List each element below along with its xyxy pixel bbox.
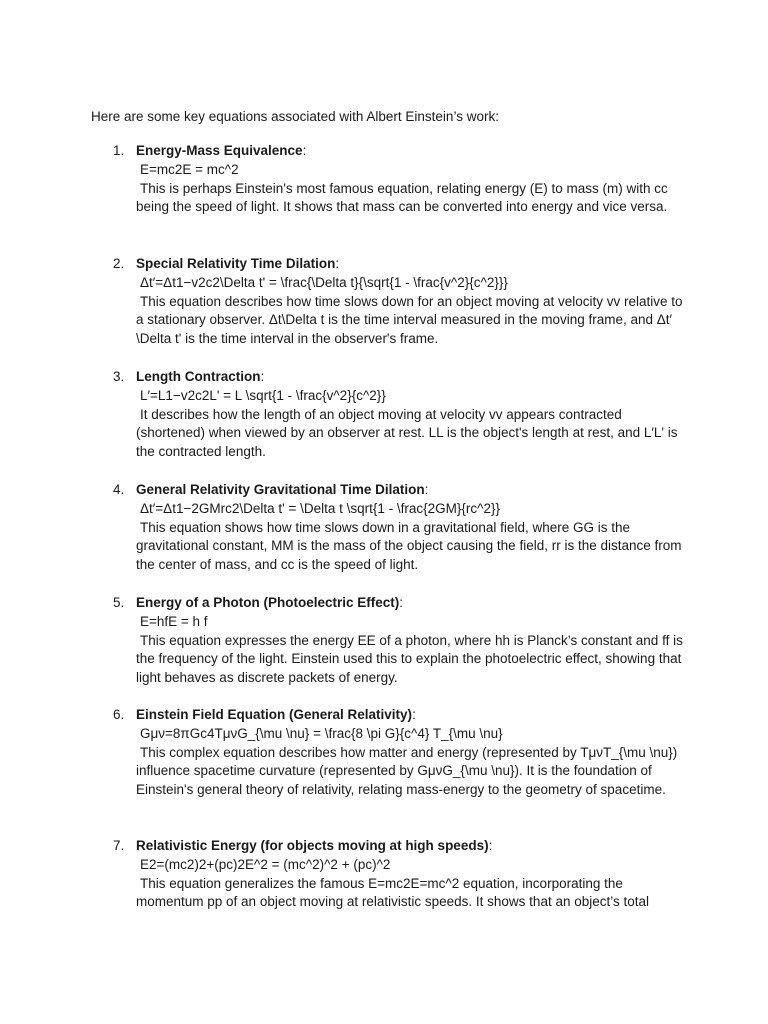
equation-list-item — [113, 706, 693, 800]
item-title-suffix: : — [399, 595, 404, 610]
item-body — [136, 481, 693, 575]
equation-list-item — [113, 255, 693, 349]
equation-list-item — [113, 481, 693, 575]
item-title: Energy of a Photon (Photoelectric Effect) — [136, 595, 400, 610]
item-title: Energy-Mass Equivalence — [136, 143, 303, 158]
item-number: 4. — [113, 482, 125, 497]
equation-list-item — [113, 142, 693, 217]
item-body — [136, 368, 693, 462]
item-heading — [136, 255, 693, 274]
item-number: 6. — [113, 707, 125, 722]
item-title: Special Relativity Time Dilation — [136, 256, 336, 271]
item-equation: E=hfE = h f — [140, 613, 208, 629]
item-equation: Δt′=Δt1−2GMrc2\Delta t' = \Delta t \sqrt{1 - \frac{2GM}{rc^2}} — [140, 500, 501, 516]
item-title: Length Contraction — [136, 369, 261, 384]
item-title: Relativistic Energy (for objects moving at high speeds) — [136, 838, 489, 853]
item-title-suffix: : — [488, 838, 493, 853]
item-heading — [136, 837, 693, 856]
item-heading — [136, 368, 693, 387]
item-heading — [136, 481, 693, 500]
item-body — [136, 706, 693, 800]
item-description: This equation shows how time slows down in a gravitational field, where GG is the gravitational constant, MM is the mass of the object causing the field, rr is the distance from the center of mass, and cc is the speed of light. — [136, 519, 682, 573]
item-title-suffix: : — [412, 707, 416, 722]
item-description: This complex equation describes how matter and energy (represented by TμνT_{\mu \nu}) influence spacetime curvature (represented by GμνG_{\mu \nu}). It is the foundation of Einstein's general theory of relativity, relating mass-energy to the geometry of spacetime. — [136, 744, 678, 798]
item-heading — [136, 594, 693, 613]
item-title: Einstein Field Equation (General Relativity) — [136, 707, 413, 722]
item-description: This equation generalizes the famous E=mc2E=mc^2 equation, incorporating the momentum pp of an object moving at relativistic speeds. It shows that an object’s total — [136, 875, 650, 910]
item-equation: L′=L1−v2c2L' = L \sqrt{1 - \frac{v^2}{c^2}} — [140, 387, 386, 403]
item-title-suffix: : — [424, 482, 429, 497]
item-number: 2. — [113, 256, 125, 271]
item-body — [136, 255, 693, 349]
equation-list-item — [113, 594, 693, 688]
item-number: 3. — [113, 369, 125, 384]
item-equation: Δt′=Δt1−v2c2\Delta t' = \frac{\Delta t}{\sqrt{1 - \frac{v^2}{c^2}}} — [140, 274, 508, 290]
item-description: This is perhaps Einstein's most famous equation, relating energy (E) to mass (m) with cc being the speed of light. It shows that mass can be converted into energy and vice versa. — [136, 180, 668, 215]
item-body — [136, 837, 693, 912]
item-heading — [136, 142, 693, 161]
item-equation: E2=(mc2)2+(pc)2E^2 = (mc^2)^2 + (pc)^2 — [140, 856, 391, 872]
item-number: 1. — [113, 143, 125, 158]
item-title-suffix: : — [302, 143, 307, 158]
item-equation: E=mc2E = mc^2 — [140, 161, 239, 177]
item-body — [136, 142, 693, 217]
item-number: 5. — [113, 595, 125, 610]
item-description: It describes how the length of an object moving at velocity vv appears contracted (shortened) when viewed by an observer at rest. LL is the object's length at rest, and L′L' is the contracted length. — [136, 406, 678, 460]
item-number: 7. — [113, 838, 125, 853]
intro-text: Here are some key equations associated with Albert Einstein’s work: — [91, 109, 499, 124]
item-title-suffix: : — [260, 369, 265, 384]
item-equation: Gμν=8πGc4TμνG_{\mu \nu} = \frac{8 \pi G}{c^4} T_{\mu \nu} — [140, 725, 503, 741]
equation-list-item — [113, 368, 693, 462]
item-title-suffix: : — [335, 256, 340, 271]
item-description: This equation expresses the energy EE of a photon, where hh is Planck’s constant and ff is the frequency of the light. Einstein used this to explain the photoelectric effect, showing that light behaves as discrete packets of energy. — [136, 632, 683, 686]
item-description: This equation describes how time slows down for an object moving at velocity vv relative to a stationary observer. Δt\Delta t is the time interval measured in the moving frame, and Δt′\Delta t' is the time interval in the observer's frame. — [136, 293, 683, 347]
item-heading — [136, 706, 693, 725]
item-title: General Relativity Gravitational Time Dilation — [136, 482, 425, 497]
item-body — [136, 594, 693, 688]
equation-list-item — [113, 837, 693, 912]
